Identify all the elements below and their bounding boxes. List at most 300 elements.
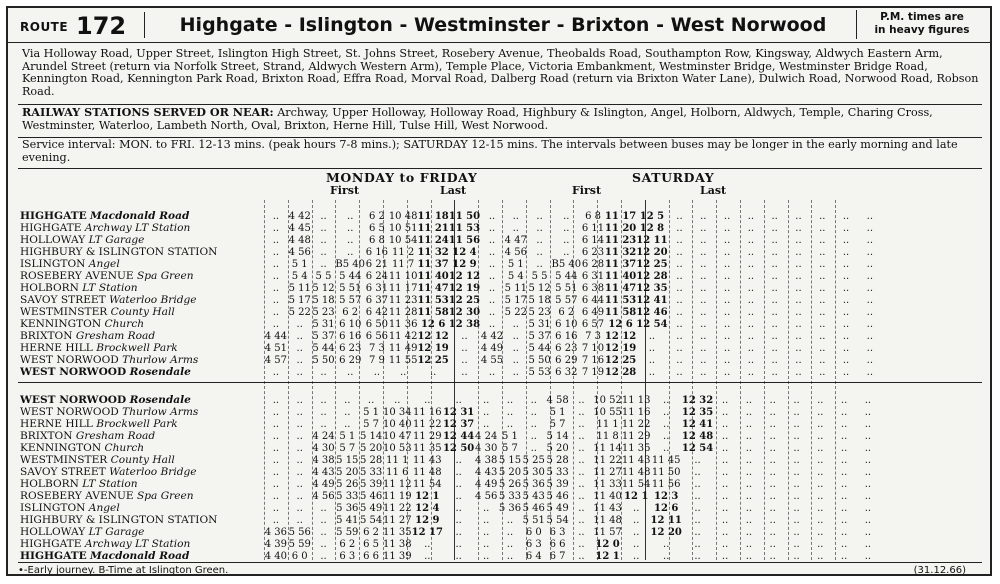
time-cell: B5 40 xyxy=(551,258,582,270)
time-cell: .. xyxy=(676,366,683,378)
time-cell: .. xyxy=(771,234,778,246)
time-cell: .. xyxy=(344,406,351,418)
time-cell: 12 19 xyxy=(417,342,449,354)
time-cell: .. xyxy=(745,538,753,550)
time-cell: .. xyxy=(512,210,519,222)
time-cell: .. xyxy=(747,246,755,258)
time-cell: .. xyxy=(864,550,872,562)
time-cell: 12 1 xyxy=(415,490,440,502)
time-cell: 11 2 xyxy=(392,246,415,258)
time-cell: .. xyxy=(864,418,872,430)
time-cell: .. xyxy=(771,354,778,366)
time-cell: .. xyxy=(795,282,802,294)
time-cell: .. xyxy=(842,354,850,366)
time-cell: .. xyxy=(745,502,753,514)
time-cell: 6 0 xyxy=(525,526,542,538)
time-cell: 11 16 xyxy=(412,406,442,418)
time-cell: 6 6 xyxy=(549,538,566,550)
time-cell: .. xyxy=(745,550,753,562)
time-cell: 5 18 xyxy=(528,294,551,306)
time-cell: 11 43 xyxy=(593,502,622,514)
time-cell: .. xyxy=(676,246,683,258)
southbound-table xyxy=(20,210,882,378)
stop-place: WESTMINSTER xyxy=(20,306,108,318)
time-cell: 6 2 xyxy=(558,306,575,318)
time-cell: 11 57 xyxy=(593,526,622,538)
time-cell: .. xyxy=(842,366,850,378)
time-cell: 4 56 xyxy=(288,246,311,258)
time-cell: 11 18 xyxy=(417,210,449,222)
time-cell: .. xyxy=(793,394,800,406)
time-cell: .. xyxy=(296,318,303,330)
timetable-row xyxy=(20,306,882,318)
route-via-text: Via Holloway Road, Upper Street, Islington High Street, St. Johns Street, Rosebery Avenue, Theobalds Road, Southampton Row, Kingsway, Aldwych Eastern Arm, Arundel Street (return via Norfolk Street, Strand, Aldwych Western Arm), Temple Place, Victoria Embankment, Westminster Bridge, Westminster Bridge Road, Kennington Road, Kennington Park Road, Brixton Road, Effra Road, Morval Road, Dalberg Road (return via Brixton Water Lane), Dulwich Road, Norwood Road, Robson Road. xyxy=(22,47,979,98)
time-cell: 11 1 xyxy=(386,454,409,466)
time-cell: .. xyxy=(506,418,514,430)
time-cell: 12 25 xyxy=(636,258,668,270)
time-cell: .. xyxy=(530,430,537,442)
stop-place: HIGHGATE xyxy=(20,210,87,222)
time-cell: .. xyxy=(840,442,848,454)
time-cell: .. xyxy=(721,538,729,550)
time-cell: .. xyxy=(866,354,874,366)
time-cell: 6 10 xyxy=(339,318,362,330)
time-cell: .. xyxy=(721,466,729,478)
time-cell: .. xyxy=(842,270,850,282)
time-cell: .. xyxy=(721,526,729,538)
time-cell: 6 2 xyxy=(363,526,380,538)
time-cell: 5 5 xyxy=(531,270,548,282)
time-cell: .. xyxy=(296,490,303,502)
stop-place: ISLINGTON xyxy=(20,258,86,270)
time-cell: .. xyxy=(347,246,354,258)
time-cell: .. xyxy=(866,270,874,282)
stop-location: Archway LT Station xyxy=(84,222,191,234)
time-cell: 11 48 xyxy=(412,466,442,478)
time-cell: .. xyxy=(676,318,683,330)
time-cell: .. xyxy=(769,538,776,550)
time-cell: 6 0 xyxy=(291,550,308,562)
timetable-row xyxy=(20,366,882,378)
time-cell: .. xyxy=(676,222,683,234)
time-cell: .. xyxy=(864,514,872,526)
time-cell: .. xyxy=(842,342,850,354)
time-cell: .. xyxy=(455,394,462,406)
time-cell: 5 49 xyxy=(359,502,383,514)
time-cell: 10 55 xyxy=(593,406,622,418)
stop-place: WEST NORWOOD xyxy=(20,354,119,366)
stop-place: HIGHGATE xyxy=(20,222,82,234)
time-cell: 5 22 xyxy=(288,306,311,318)
route-title: Highgate - Islington - Westminster - Brixton - West Norwood xyxy=(179,14,827,36)
time-cell: 12 30 xyxy=(448,306,481,318)
timetable-row xyxy=(20,330,882,342)
stop-location: Rosendale xyxy=(129,366,191,378)
time-cell: 11 19 xyxy=(382,490,412,502)
stop-location: County Hall xyxy=(110,454,175,466)
time-cell: .. xyxy=(512,318,519,330)
time-cell: .. xyxy=(793,430,800,442)
time-cell: .. xyxy=(819,294,826,306)
timetable-row xyxy=(20,466,880,478)
time-cell: .. xyxy=(578,502,585,514)
route-number: 172 xyxy=(76,12,127,40)
time-cell: .. xyxy=(633,526,640,538)
time-cell: 4 38 xyxy=(312,454,335,466)
time-cell: .. xyxy=(795,246,802,258)
time-cell: .. xyxy=(578,550,585,562)
time-cell: 5 25 xyxy=(522,454,545,466)
time-cell: 5 59 xyxy=(288,538,311,550)
time-cell: .. xyxy=(506,550,514,562)
time-cell: 5 51 xyxy=(522,514,545,526)
time-cell: 11 50 xyxy=(651,466,681,478)
stop-location: Waterloo Bridge xyxy=(109,466,197,478)
time-cell: .. xyxy=(840,490,848,502)
time-cell: .. xyxy=(563,222,570,234)
time-cell: .. xyxy=(864,394,872,406)
time-cell: 6 23 xyxy=(581,246,605,258)
time-cell: .. xyxy=(864,526,872,538)
time-cell: 12 19 xyxy=(604,342,637,354)
time-cell: .. xyxy=(320,550,327,562)
time-cell: 11 53 xyxy=(417,294,449,306)
time-cell: .. xyxy=(723,330,731,342)
stop-location: Thurlow Arms xyxy=(122,406,199,418)
time-cell: 11 35 xyxy=(382,526,412,538)
time-cell: .. xyxy=(347,222,354,234)
time-cell: .. xyxy=(578,490,585,502)
time-cell: .. xyxy=(745,454,753,466)
time-cell: 11 58 xyxy=(417,306,449,318)
time-cell: 12 25 xyxy=(448,294,481,306)
time-cell: 5 15 xyxy=(498,454,522,466)
time-cell: .. xyxy=(745,418,753,430)
timetable-row xyxy=(20,430,880,442)
time-cell: .. xyxy=(795,294,802,306)
time-cell: .. xyxy=(483,550,490,562)
time-cell: 5 7 xyxy=(502,442,518,454)
time-cell: 5 49 xyxy=(546,502,569,514)
time-cell: .. xyxy=(819,330,826,342)
time-cell: .. xyxy=(320,234,327,246)
time-cell: .. xyxy=(272,270,280,282)
time-cell: .. xyxy=(817,550,824,562)
stop-name xyxy=(20,318,264,330)
time-cell: 12 6 xyxy=(420,318,446,330)
timetable-row xyxy=(20,234,882,246)
time-cell: .. xyxy=(793,526,800,538)
time-cell: .. xyxy=(296,430,303,442)
time-cell: 5 1 xyxy=(291,258,308,270)
time-cell: .. xyxy=(819,234,826,246)
time-cell: .. xyxy=(842,294,850,306)
time-cell: .. xyxy=(461,366,468,378)
stop-location: LT Station xyxy=(82,282,138,294)
time-cell: .. xyxy=(769,550,776,562)
time-cell: 5 1 xyxy=(339,430,356,442)
time-cell: 11 1 xyxy=(596,418,619,430)
time-cell: .. xyxy=(747,342,755,354)
stop-location: Macdonald Road xyxy=(90,550,190,562)
stop-location: Brockwell Park xyxy=(96,418,178,430)
time-cell: .. xyxy=(769,418,776,430)
time-cell: .. xyxy=(769,442,776,454)
time-cell: .. xyxy=(723,210,731,222)
time-cell: 5 23 xyxy=(312,306,335,318)
time-cell: .. xyxy=(723,306,731,318)
time-cell: 6 16 xyxy=(555,330,578,342)
time-cell: .. xyxy=(795,222,802,234)
time-cell: 11 58 xyxy=(604,306,637,318)
time-cell: .. xyxy=(817,394,824,406)
time-cell: 12 4 xyxy=(452,246,477,258)
time-cell: .. xyxy=(864,454,872,466)
stop-name xyxy=(20,306,264,318)
time-cell: .. xyxy=(745,406,753,418)
time-cell: .. xyxy=(795,270,802,282)
time-cell: .. xyxy=(819,366,826,378)
section-divider xyxy=(18,382,982,383)
time-cell: 5 51 xyxy=(339,282,362,294)
saturday-first-label: First xyxy=(572,184,602,197)
time-cell: .. xyxy=(723,318,731,330)
time-cell: .. xyxy=(394,394,401,406)
time-cell: .. xyxy=(864,502,872,514)
time-cell: 6 10 xyxy=(555,318,578,330)
time-cell: .. xyxy=(296,514,303,526)
time-cell: .. xyxy=(530,442,537,454)
time-cell: .. xyxy=(488,222,496,234)
time-cell: .. xyxy=(864,406,872,418)
northbound-table xyxy=(20,394,880,562)
time-cell: .. xyxy=(721,490,729,502)
time-cell: 11 55 xyxy=(388,354,418,366)
time-cell: .. xyxy=(819,258,826,270)
time-cell: .. xyxy=(320,514,327,526)
time-cell: .. xyxy=(296,478,303,490)
stop-location: LT Garage xyxy=(88,234,145,246)
time-cell: .. xyxy=(320,418,327,430)
time-cell: 12 54 xyxy=(636,318,668,330)
timetable-row xyxy=(20,418,880,430)
time-cell: 12 50 xyxy=(442,442,475,454)
time-cell: 5 36 xyxy=(522,478,545,490)
time-cell: .. xyxy=(272,366,280,378)
time-cell: .. xyxy=(461,342,468,354)
time-cell: .. xyxy=(320,406,327,418)
time-cell: .. xyxy=(840,418,848,430)
time-cell: .. xyxy=(721,418,729,430)
time-cell: .. xyxy=(819,246,826,258)
time-cell: 5 20 xyxy=(498,466,522,478)
time-cell: 11 32 xyxy=(417,246,449,258)
time-cell: .. xyxy=(819,282,826,294)
time-cell: 5 23 xyxy=(528,306,551,318)
stop-place: HIGHBURY & ISLINGTON STATION xyxy=(20,246,218,258)
time-cell: .. xyxy=(578,538,585,550)
time-cell: .. xyxy=(455,490,462,502)
time-cell: .. xyxy=(866,330,874,342)
stop-location: Brockwell Park xyxy=(96,342,178,354)
time-cell: 6 11 xyxy=(581,222,605,234)
time-cell: .. xyxy=(745,490,753,502)
time-cell: .. xyxy=(676,270,683,282)
time-cell: 11 23 xyxy=(604,234,637,246)
time-cell: .. xyxy=(488,282,496,294)
time-cell: .. xyxy=(817,478,824,490)
time-cell: 5 43 xyxy=(522,490,545,502)
stop-name xyxy=(20,234,264,246)
time-cell: .. xyxy=(842,282,850,294)
time-cell: 5 17 xyxy=(288,294,311,306)
time-cell: 12 31 xyxy=(442,406,475,418)
time-cell: .. xyxy=(272,502,280,514)
timetable-row xyxy=(20,442,880,454)
timetable-row xyxy=(20,478,880,490)
time-cell: .. xyxy=(864,490,872,502)
time-cell: .. xyxy=(483,538,490,550)
time-cell: .. xyxy=(296,394,303,406)
time-cell: .. xyxy=(663,550,670,562)
time-cell: .. xyxy=(296,342,303,354)
time-cell: 11 47 xyxy=(417,282,449,294)
time-cell: 5 14 xyxy=(359,430,383,442)
time-cell: .. xyxy=(296,418,303,430)
time-cell: .. xyxy=(578,430,585,442)
time-cell: .. xyxy=(461,354,468,366)
time-cell: .. xyxy=(795,234,802,246)
time-cell: 11 53 xyxy=(604,294,637,306)
time-cell: 6 2 xyxy=(339,538,356,550)
time-cell: .. xyxy=(296,366,303,378)
time-cell: .. xyxy=(771,318,778,330)
time-cell: .. xyxy=(296,406,303,418)
time-cell: .. xyxy=(866,318,874,330)
time-cell: .. xyxy=(344,418,351,430)
time-cell: 11 7 xyxy=(392,258,415,270)
time-cell: 11 49 xyxy=(388,342,418,354)
time-cell: 11 42 xyxy=(388,330,418,342)
time-cell: .. xyxy=(676,258,683,270)
time-cell: .. xyxy=(663,406,670,418)
stop-location: Waterloo Bridge xyxy=(109,294,197,306)
time-cell: .. xyxy=(320,526,327,538)
time-cell: 7 3 xyxy=(585,330,601,342)
time-cell: 12 1 xyxy=(624,490,649,502)
time-cell: 5 46 xyxy=(522,502,545,514)
time-cell: .. xyxy=(347,234,354,246)
time-cell: 5 4 xyxy=(507,270,524,282)
time-cell: .. xyxy=(842,330,850,342)
time-cell: .. xyxy=(840,550,848,562)
time-cell: 4 47 xyxy=(504,234,527,246)
timetable-row xyxy=(20,270,882,282)
time-cell: 11 22 xyxy=(412,418,442,430)
time-cell: .. xyxy=(676,330,683,342)
time-cell: .. xyxy=(483,514,490,526)
stop-name xyxy=(20,502,264,514)
time-cell: .. xyxy=(676,306,683,318)
time-cell: .. xyxy=(817,442,824,454)
time-cell: .. xyxy=(721,442,729,454)
time-cell: .. xyxy=(769,430,776,442)
time-cell: .. xyxy=(769,466,776,478)
time-cell: 4 56 xyxy=(504,246,527,258)
stop-name xyxy=(20,418,264,430)
time-cell: .. xyxy=(842,210,850,222)
time-cell: .. xyxy=(455,466,462,478)
stop-name xyxy=(20,478,264,490)
time-cell: 6 31 xyxy=(365,282,389,294)
time-cell: 4 24 xyxy=(312,430,335,442)
railway-stations-label: RAILWAY STATIONS SERVED OR NEAR: xyxy=(22,105,274,119)
time-cell: .. xyxy=(793,514,800,526)
time-cell: 12 46 xyxy=(636,306,668,318)
time-cell: 10 52 xyxy=(593,394,622,406)
timetable-row xyxy=(20,258,882,270)
time-cell: 12 11 xyxy=(650,514,682,526)
time-cell: .. xyxy=(771,282,778,294)
timetable-row xyxy=(20,294,882,306)
time-cell: .. xyxy=(817,406,824,418)
time-cell: 12 41 xyxy=(636,294,668,306)
time-cell: .. xyxy=(512,354,519,366)
time-cell: 5 1 xyxy=(363,406,380,418)
time-cell: .. xyxy=(745,466,753,478)
time-cell: 5 17 xyxy=(504,294,527,306)
time-cell: .. xyxy=(721,514,729,526)
time-cell: 12 8 xyxy=(639,222,665,234)
time-cell: .. xyxy=(320,366,327,378)
stop-name xyxy=(20,210,264,222)
time-cell: .. xyxy=(793,418,800,430)
time-cell: .. xyxy=(700,234,707,246)
time-cell: .. xyxy=(769,478,776,490)
time-cell: 12 41 xyxy=(681,418,714,430)
stop-place: ISLINGTON xyxy=(20,502,86,514)
stop-place: SAVOY STREET xyxy=(20,294,106,306)
time-cell: .. xyxy=(578,478,585,490)
time-cell: 6 56 xyxy=(365,330,389,342)
time-cell: 6 32 xyxy=(555,366,578,378)
time-cell: .. xyxy=(747,258,755,270)
time-cell: .. xyxy=(272,306,280,318)
time-cell: 10 54 xyxy=(388,234,418,246)
time-cell: .. xyxy=(819,210,826,222)
time-cell: .. xyxy=(793,490,800,502)
railway-stations xyxy=(22,106,986,132)
stop-location: Rosendale xyxy=(129,394,191,406)
time-cell: .. xyxy=(795,342,802,354)
time-cell: 6 5 xyxy=(368,222,385,234)
time-cell: .. xyxy=(347,210,354,222)
time-cell: .. xyxy=(721,430,729,442)
time-cell: .. xyxy=(793,442,800,454)
time-cell: .. xyxy=(694,550,701,562)
time-cell: .. xyxy=(663,418,670,430)
time-cell: 5 46 xyxy=(546,490,569,502)
time-cell: 5 33 xyxy=(336,490,359,502)
time-cell: .. xyxy=(488,366,496,378)
time-cell: .. xyxy=(819,270,826,282)
time-cell: 6 6 xyxy=(363,550,380,562)
pm-note-line-2: in heavy figures xyxy=(874,24,970,36)
time-cell: 11 12 xyxy=(382,478,412,490)
time-cell: .. xyxy=(819,222,826,234)
time-cell: .. xyxy=(694,490,701,502)
time-cell: 7 3 xyxy=(368,342,385,354)
